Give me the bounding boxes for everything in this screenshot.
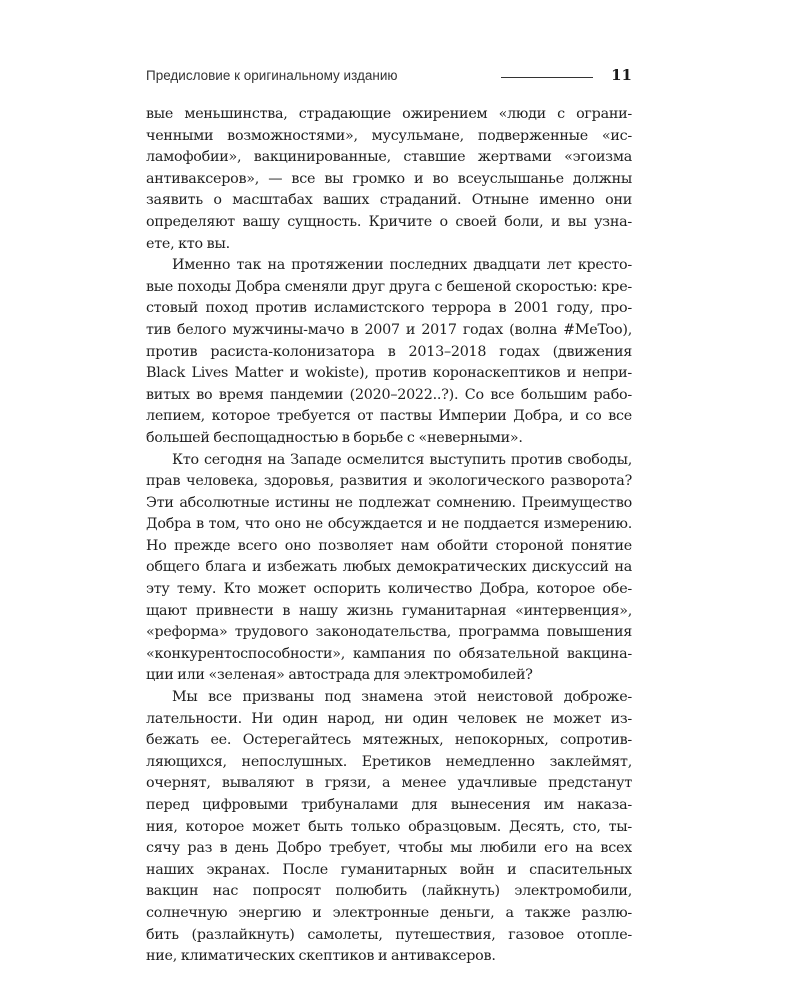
text-line: сячу раз в день Добро требует, чтобы мы любили его на всех bbox=[146, 840, 632, 857]
text-line: против расиста-колонизатора в 2013–2018 годах (движения bbox=[146, 343, 632, 360]
chapter-title: Предисловие к оригинальному изданию bbox=[146, 68, 398, 83]
text-line: стовый поход против исламистского террора в 2001 году, про- bbox=[146, 300, 632, 317]
text-line: ния, которое может быть только образцовым. Десять, сто, ты- bbox=[146, 818, 632, 835]
text-line: Black Lives Matter и wokiste), против коронаскептиков и непри- bbox=[146, 365, 632, 382]
text-line: вые меньшинства, страдающие ожирением «люди с ограни- bbox=[146, 106, 632, 122]
text-line: «конкурентоспособности», кампания по обязательной вакцина- bbox=[146, 645, 632, 662]
text-line: Мы все призваны под знамена этой неистовой доброже- bbox=[172, 689, 632, 706]
text-line: ние, климатических скептиков и антиваксеров. bbox=[146, 948, 496, 965]
text-line: очернят, вываляют в грязи, а менее удачливые предстанут bbox=[146, 775, 632, 792]
text-line: эту тему. Кто может оспорить количество Добра, которое обе- bbox=[146, 581, 632, 598]
text-line: ете, кто вы. bbox=[146, 235, 230, 252]
text-line: Кто сегодня на Западе осмелится выступить против свободы, bbox=[172, 451, 632, 468]
text-line: солнечную энергию и электронные деньги, а также разлю- bbox=[146, 904, 632, 921]
text-line: вые походы Добра сменяли друг друга с бешеной скоростью: кре- bbox=[146, 278, 632, 295]
text-line: ченными возможностями», мусульмане, подверженные «ис- bbox=[146, 127, 632, 144]
paragraph-3 bbox=[146, 450, 632, 688]
text-line: бежать ее. Остерегайтесь мятежных, непокорных, сопротив- bbox=[146, 732, 632, 749]
paragraph-4 bbox=[146, 687, 632, 968]
text-line: перед цифровыми трибуналами для вынесения им наказа- bbox=[146, 797, 632, 813]
paragraph-2 bbox=[146, 255, 632, 449]
text-line: «реформа» трудового законодательства, программа повышения bbox=[146, 624, 632, 641]
text-line: вакцин нас попросят полюбить (лайкнуть) электромобили, bbox=[146, 883, 632, 900]
page-number: 11 bbox=[611, 66, 632, 84]
text-line: большей беспощадностью в борьбе с «неверными». bbox=[146, 429, 523, 446]
text-line: общего блага и избежать любых демократических дискуссий на bbox=[146, 559, 632, 576]
text-line: бить (разлайкнуть) самолеты, путешествия, газовое отопле- bbox=[146, 926, 632, 943]
text-line: антиваксеров», — все вы громко и во всеуслышанье должны bbox=[146, 170, 632, 187]
running-header bbox=[146, 66, 632, 88]
text-line: лепием, которое требуется от паствы Империи Добра, и со все bbox=[146, 408, 632, 425]
text-line: ции или «зеленая» автострада для электромобилей? bbox=[146, 667, 533, 684]
text-line: наших экранах. После гуманитарных войн и спасительных bbox=[146, 861, 632, 878]
text-line: лательности. Ни один народ, ни один человек не может из- bbox=[146, 710, 632, 727]
text-line: Добра в том, что оно не обсуждается и не поддается измерению. bbox=[146, 516, 632, 533]
text-line: прав человека, здоровья, развития и экологического разворота? bbox=[146, 473, 632, 490]
text-line: Но прежде всего оно позволяет нам обойти стороной понятие bbox=[146, 537, 632, 554]
text-line: Эти абсолютные истины не подлежат сомнению. Преимущество bbox=[146, 494, 632, 511]
text-line: ляющихся, непослушных. Еретиков немедленно заклеймят, bbox=[146, 753, 632, 770]
paragraph-1 bbox=[146, 104, 632, 255]
text-line: определяют вашу сущность. Кричите о своей боли, и вы узна- bbox=[146, 213, 632, 230]
text-line: щают привнести в нашу жизнь гуманитарная «интервенция», bbox=[146, 602, 632, 619]
text-line: Именно так на протяжении последних двадцати лет кресто- bbox=[172, 257, 632, 274]
text-line: тив белого мужчины-мачо в 2007 и 2017 годах (волна #MeToo), bbox=[146, 321, 632, 338]
header-rule bbox=[501, 77, 593, 78]
text-line: ламофобии», вакцинированные, ставшие жертвами «эгоизма bbox=[146, 149, 632, 166]
text-line: заявить о масштабах ваших страданий. Отныне именно они bbox=[146, 192, 632, 209]
body-text bbox=[146, 104, 632, 968]
text-line: витых во время пандемии (2020–2022..?). Со все большим рабо- bbox=[146, 386, 632, 403]
